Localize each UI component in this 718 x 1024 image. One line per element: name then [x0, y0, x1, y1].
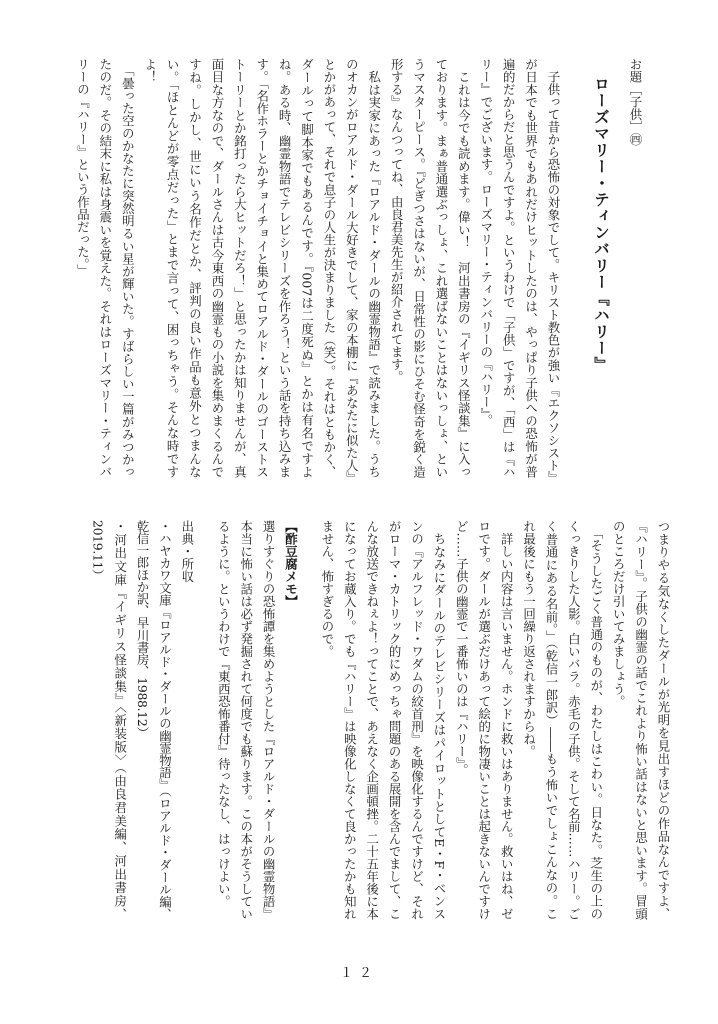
lower-text-band — [90, 520, 674, 920]
article-title: ローズマリー・ティンバリー『ハリー』 — [592, 76, 610, 373]
memo-heading: 【酢豆腐メモ】 — [283, 520, 299, 608]
spacer — [302, 520, 316, 920]
spacer — [198, 520, 212, 920]
page-number: １２ — [339, 966, 378, 981]
sources-heading: 出典・所収 — [179, 520, 195, 583]
source-item-hayakawa: ・ハヤカワ文庫『ロアルド・ダールの幽霊物語』（ロアルド・ダール編、乾信一郎ほか訳、早川書房、1988.12） — [135, 520, 173, 920]
paragraph-opening-quote: 「そうしたごく普通のものが、わたしはこわい。日なた。芝生の上のくっきりした人影。白いバラ。赤毛の子供。そして名前……ハリー。ごく普通にある名前。」（乾信一郎訳）――もう怖いでしょこんなの。これ最後にもう一回繰り返されますからね。 — [521, 520, 604, 920]
paragraph-dahl-story: 私は実家にあった『ロアルド・ダールの幽霊物語』で読みました。うちのオカンがロアルド・ダール大好きでして、家の本棚に『あなたに似た人』とかがあって、それで息子の人生が決まりました（笑）。それはともかく、ダールって脚本家でもあるんです。『007は二度死ぬ』とかは有名ですよね。ある時、幽霊物語でテレビシリーズを作ろう！という話を持ち込みます。「名作ホラーとかチョイチョイと集めてロアルド・ダールのゴーストストーリーとか銘打ったら大ヒットだろ！」と思ったかは知りませんが、真面目な方なので、ダールさんは古今東西の幽霊もの小説を集めまくるんですね。しかし、世にいう名作だとか、評判の良い作品も意外とつまんない。「ほとんどが零点だった」とまで言って、困っちゃう。そんな時ですよ！ — [142, 58, 382, 478]
source-item-kawade: ・河出文庫『イギリス怪談集』〈新装版〉（由良君美編、河出書房、2019.11） — [90, 520, 128, 920]
spacer — [564, 58, 578, 478]
memo-text: 選りすぐりの恐怖譚を集めようとした『ロアルド・ダールの幽霊物語』本当に怖い話は必ず発掘されて何度でも蘇ります。この本がそうしているように。というわけで『東西恐怖番付』待ったなし、はっけよい。 — [216, 520, 277, 920]
upper-text-band — [75, 58, 646, 478]
paragraph-tv-series: ちなみにダールのテレビシリーズはパイロットとしてE・F・ベンスンの『アルフレッド・ワダムの絞首刑』を映像化するんですけど、それがローマ・カトリック的にめっちゃ問題のある展開を含んでまして、こんな放送できねぇよ！ってことで、あえなく企画頓挫。二十五年後に本になってお蔵入り。でも『ハリー』は映像化しなくて良かったかも知れません、怖すぎるので。 — [319, 520, 447, 920]
paragraph-availability: これは今でも読めます。偉い！ 河出書房の『イギリス怪談集』に入っております。まぁ普通選ぶっしょ、これ選ばないことはないっしょ、というマスターピース。『どぎつさはないが、日常性の影にひそむ怪奇を鋭く造形する』なんつってね、由良君美先生が紹介されてます。 — [389, 58, 472, 478]
paragraph-continuation: つまりやる気なくしたダールが光明を見出すほどの作品なんですよ、『ハリー』。子供の幽霊の話でこれより怖い話はないと思います。冒頭のところだけ引いてみましょう。 — [611, 520, 671, 920]
series-label: お題［子供］㊃ — [628, 58, 643, 146]
paragraph-intro: 子供って昔から恐怖の対象でして。キリスト教色が強い『エクソシスト』が日本でも世界でもあれだけヒットしたのは、やっぱり子供への恐怖が普遍的だからだと思うんですよ。というわけで「子供」ですが、「西」は『ハリー』でございます。ローズマリー・ティンバリーの『ハリー』。 — [478, 58, 561, 478]
paragraph-dahl-quote: 「曇った空のかなたに突然明るい星が輝いた。すばらしい一篇がみつかったのだ。その結末に私は身震いを覚えた。それはローズマリー・ティンバリーの『ハリー』という作品だった。」 — [75, 58, 136, 478]
paragraph-no-spoilers: 詳しい内容は言いません。ホンドに救いはありません。救いはね、ゼロです。ダールが選ぶだけあって絵的に物凄いことは起きないんですけど……子供の幽霊で一番怖いのは『ハリー』。 — [454, 520, 515, 920]
